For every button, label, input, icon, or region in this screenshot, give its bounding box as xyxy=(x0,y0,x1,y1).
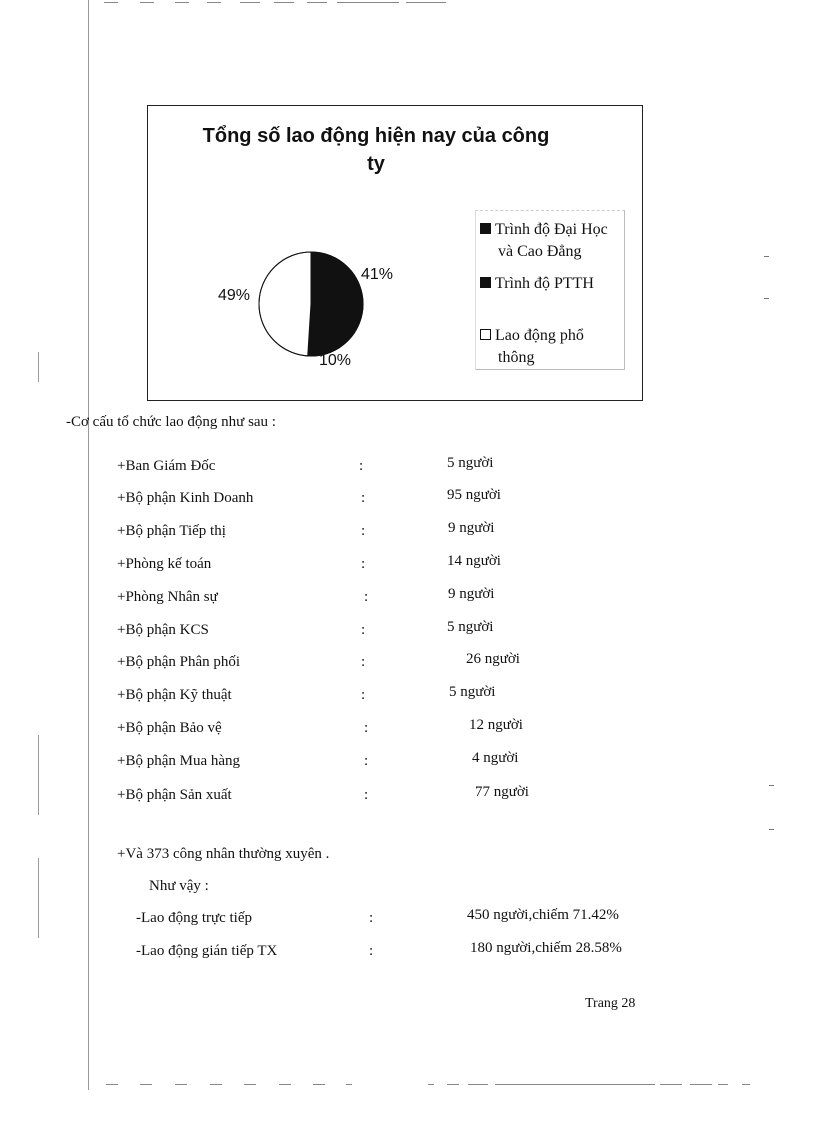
dash-segment xyxy=(313,1084,325,1085)
margin-tick xyxy=(764,256,769,257)
department-count: 77 người xyxy=(475,784,529,800)
department-separator: : xyxy=(361,622,366,638)
department-separator: : xyxy=(364,589,369,605)
dash-segment xyxy=(207,2,221,3)
department-count: 5 người xyxy=(447,619,494,635)
department-name: +Ban Giám Đốc xyxy=(117,458,216,474)
dash-segment xyxy=(742,1084,750,1085)
department-name: +Bộ phận KCS xyxy=(117,622,209,638)
margin-mark xyxy=(38,858,39,938)
department-name: +Bộ phận Phân phối xyxy=(117,654,241,670)
summary-name: -Lao động gián tiếp TX xyxy=(136,943,278,959)
dash-segment xyxy=(104,2,118,3)
pie-label-lao-dong-pho-thong: 49% xyxy=(218,287,251,304)
department-count: 5 người xyxy=(447,455,494,471)
department-name: +Bộ phận Bảo vệ xyxy=(117,720,222,736)
page-number: Trang 28 xyxy=(585,996,636,1011)
department-name: +Bộ phận Tiếp thị xyxy=(117,523,226,539)
department-separator: : xyxy=(364,787,369,803)
dash-segment xyxy=(468,1084,488,1085)
dash-segment xyxy=(337,2,399,3)
section-intro: -Cơ cấu tổ chức lao động như sau : xyxy=(66,414,276,430)
dash-segment xyxy=(447,1084,459,1085)
department-separator: : xyxy=(361,654,366,670)
department-separator: : xyxy=(359,458,364,474)
dash-segment xyxy=(244,1084,256,1085)
pie-label-ptth: 10% xyxy=(319,352,352,369)
department-count: 95 người xyxy=(447,487,501,503)
chart-title-line-1: Tổng số lao động hiện nay của công xyxy=(202,125,550,147)
margin-mark xyxy=(38,352,39,382)
dash-segment xyxy=(175,1084,187,1085)
department-name: +Phòng Nhân sự xyxy=(117,589,218,605)
department-count: 9 người xyxy=(448,520,495,536)
summary-value: 450 người,chiếm 71.42% xyxy=(467,907,619,923)
legend-item-dai-hoc xyxy=(480,219,608,263)
department-count: 5 người xyxy=(449,684,496,700)
margin-tick xyxy=(769,829,774,830)
pie-slice-lao-dong-pho-thong xyxy=(259,252,311,356)
department-separator: : xyxy=(361,556,366,572)
summary-value: 180 người,chiếm 28.58% xyxy=(470,940,622,956)
department-separator: : xyxy=(364,720,369,736)
dash-segment xyxy=(175,2,189,3)
legend-swatch-white xyxy=(480,329,491,340)
chart-legend xyxy=(475,210,625,370)
dash-segment xyxy=(210,1084,222,1085)
dash-segment xyxy=(140,1084,152,1085)
legend-label: Trình độ Đại Học xyxy=(495,221,608,238)
page-margin-line xyxy=(88,0,89,1090)
legend-label: thông xyxy=(498,349,535,366)
department-separator: : xyxy=(361,523,366,539)
department-count: 12 người xyxy=(469,717,523,733)
department-name: +Bộ phận Sản xuất xyxy=(117,787,232,803)
department-name: +Phòng kế toán xyxy=(117,556,212,572)
dash-segment xyxy=(406,2,446,3)
margin-tick xyxy=(769,785,774,786)
legend-item-lao-dong xyxy=(480,325,584,369)
legend-swatch-black xyxy=(480,223,491,234)
summary-separator: : xyxy=(369,910,374,926)
department-separator: : xyxy=(364,753,369,769)
dash-segment xyxy=(718,1084,728,1085)
department-name: +Bộ phận Kinh Doanh xyxy=(117,490,254,506)
dash-segment xyxy=(279,1084,291,1085)
dash-segment xyxy=(690,1084,712,1085)
dash-segment xyxy=(307,2,327,3)
pie-chart-frame xyxy=(147,105,643,401)
legend-label: và Cao Đẳng xyxy=(498,243,582,260)
summary-heading: Như vậy : xyxy=(149,878,209,894)
dash-segment xyxy=(240,2,260,3)
summary-separator: : xyxy=(369,943,374,959)
department-count: 14 người xyxy=(447,553,501,569)
dash-segment xyxy=(274,2,294,3)
summary-name: -Lao động trực tiếp xyxy=(136,910,253,926)
dash-segment xyxy=(428,1084,434,1085)
pie-label-dai-hoc-cao-dang: 41% xyxy=(361,266,394,283)
dash-segment xyxy=(346,1084,352,1085)
dash-segment xyxy=(495,1084,655,1085)
department-name: +Bộ phận Kỹ thuật xyxy=(117,687,232,703)
department-name: +Bộ phận Mua hàng xyxy=(117,753,241,769)
workers-line: +Và 373 công nhân thường xuyên . xyxy=(117,846,330,862)
legend-label: Lao động phổ xyxy=(495,327,584,344)
dash-segment xyxy=(106,1084,118,1085)
legend-label: Trình độ PTTH xyxy=(495,275,594,292)
dash-segment xyxy=(140,2,154,3)
margin-tick xyxy=(764,298,769,299)
dash-segment xyxy=(660,1084,682,1085)
department-separator: : xyxy=(361,490,366,506)
department-count: 9 người xyxy=(448,586,495,602)
department-separator: : xyxy=(361,687,366,703)
legend-swatch-black xyxy=(480,277,491,288)
chart-title-line-2: ty xyxy=(367,153,385,175)
margin-mark xyxy=(38,735,39,815)
department-count: 4 người xyxy=(472,750,519,766)
department-count: 26 người xyxy=(466,651,520,667)
legend-item-ptth xyxy=(480,273,594,295)
